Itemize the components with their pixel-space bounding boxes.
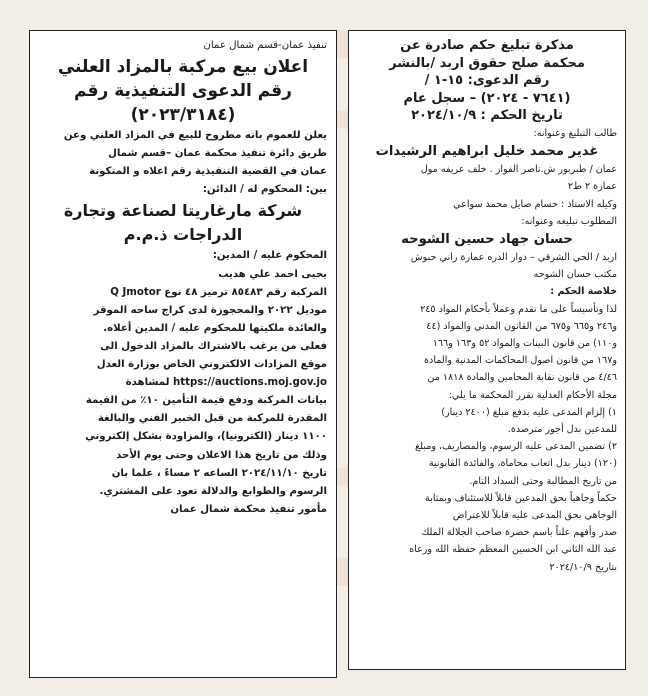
notice-title-line: محكمة صلح حقوق اربد /بالنشر [389,55,585,71]
respondent-address: اربد / الحي الشرقي – دوار الدره عمارة راني حبوش [410,251,617,263]
notice-title-line: (٧٦٤١ - ٢٠٢٤) – سجل عام [403,90,571,106]
terms-line: المقدرة للمركبة من قبل الخبير الفني والبالغة [97,413,327,425]
auction-header: تنفيذ عمان-قسم شمال عمان [203,40,327,51]
vehicle-line: والعائدة ملكيتها للمحكوم عليه / المدين أعلاه. [103,322,327,334]
judgment-body-line: ٤/٤٦ من قانون نقابة المحامين والمادة ١٨١٨ من [427,372,617,384]
judgment-body-line: (١٢٠) دينار بدل اتعاب محاماة، والفائدة القانونية [428,458,617,470]
auction-notice [29,30,337,678]
judgment-body-line: لذا وتأسيساً على ما تقدم وعملاً بأحكام المواد ٢٤٥ [420,303,617,315]
terms-line: الرسوم والطوابع والدلالة تعود على المشتري. [99,485,327,497]
summary-label: خلاصة الحكم : [550,286,617,298]
judgment-body-line: و١٦٧ من قانون اصول المحاكمات المدنية والمادة [424,355,617,367]
notice-title-line: مذكرة تبليغ حكم صادرة عن [400,38,574,53]
judgment-body-line: و٢٤٦ و٦٦٥ و٦٧٥ من القانون المدني والمواد (٤٤ [426,320,617,332]
judgment-body-line: ١) إلزام المدعى عليه بدفع مبلغ (٢٤٠٠ دينار) [441,406,617,418]
auction-title-line: رقم الدعوى التنفيذية رقم [74,81,292,102]
auction-intro-line: طريق دائرة تنفيذ محكمة عمان –قسم شمال [107,148,327,160]
judgment-body-line: الوجاهي بحق المدعى عليه قابلاً للاعتراض [452,510,617,522]
auction-title-line: (٢٠٢٣/٣١٨٤) [130,105,236,126]
notice-title-line: رقم الدعوى: ١٥-١ / [424,73,550,89]
judgment-body-line: بتاريخ ٢٠٢٤/١٠/٩ [549,561,617,573]
judgment-body-line: عبد الله الثاني ابن الحسين المعظم حفظه الله ورعاه [409,544,617,556]
judgment-notice [348,30,626,670]
judgment-body-line: للمدعين بدل أجور مترصدة. [507,424,617,436]
judgment-body-line: مجلة الأحكام العدلية تقرر المحكمة ما يلي: [448,389,617,401]
judgment-body-line: و١١٠) من قانون البينات والمواد ٥٢ و١٦٣ و١٦٦ [432,338,617,349]
creditor-name: شركة مارغاريتا لصناعة وتجارة [63,201,303,221]
terms-line: موقع المزادات الالكتروني الخاص بوزارة العدل [96,359,327,371]
auction-signature: مأمور تنفيذ محكمة شمال عمان [170,503,327,515]
creditor-name: الدراجات ذ.م.م [123,225,243,245]
respondent-address: مكتب حسان الشوحه [533,269,617,281]
terms-line: وذلك من تاريخ هذا الاعلان وحتى يوم الأحد [116,449,327,461]
respondent-name: حسان جهاد حسين الشوحه [401,231,573,247]
auction-intro-line: عمان في القضية التنفيذية رقم اعلاه و المتكونة [89,166,327,178]
notice-title-line: تاريخ الحكم : ٢٠٢٤/١٠/٩ [411,108,563,124]
judgment-body-line: ٢) تضمين المدعى عليه الرسوم، والمصاريف، ومبلغ [415,441,617,453]
respondent-label: المطلوب تبليغه وعنوانه: [521,215,617,227]
terms-line: تاريخ ٢٠٢٤/١١/١٠ الساعه ٢ مساءً ، علما بان [111,467,327,479]
vehicle-line: المركبة رقم ٨٥٤٨٣ ترميز ٤٨ نوع Q Jmotor [110,286,327,298]
auction-intro-line: يعلن للعموم بانه مطروح للبيع في المزاد العلني وعن [63,130,327,142]
notified-name: غدير محمد خليل ابراهيم الرشيدات [375,144,599,160]
notified-label: طالب التبليغ وعنوانه: [533,127,617,139]
judgment-body-line: من تاريخ المطالبة وحتى السداد التام. [469,475,617,487]
notified-address: عمان / طبربور ش.ناصر الفواز . خلف عريفه مول [420,164,617,176]
notified-address: عمارة ٢ ط٢ [567,181,617,193]
auction-url-line[interactable]: https://auctions.moj.gov.jo لمشاهدة [125,377,327,389]
terms-line: ١١٠٠ دينار (الكترونيا)، والمزاودة بشكل إلكتروني [85,431,327,443]
terms-line: بيانات المركبة ودفع قيمة التأمين ١٠٪ من القيمة [85,395,327,407]
attorney-line: وكيله الاستاذ : حسام صايل محمد سواعي [453,198,617,210]
auction-intro-line: بين: المحكوم له / الدائن: [202,184,327,196]
judgment-body-line: حكماً وجاهياً بحق المدعين قابلاً للاستئناف وبمثابة [425,492,617,504]
debtor-name: يحيى احمد علي هديب [218,268,327,280]
debtor-label: المحكوم عليه / المدين: [212,250,327,262]
judgment-body-line: صدر وأفهم علناً باسم حضرة صاحب الجلالة الملك [421,527,617,539]
vehicle-line: موديل ٢٠٢٢ والمحجوزة لدى كراج ساحه الموقر [93,304,327,316]
terms-line: فعلى من يرغب بالاشتراك بالمزاد الدخول الى [100,340,327,352]
auction-title-line: اعلان بيع مركبة بالمزاد العلني [57,57,309,78]
